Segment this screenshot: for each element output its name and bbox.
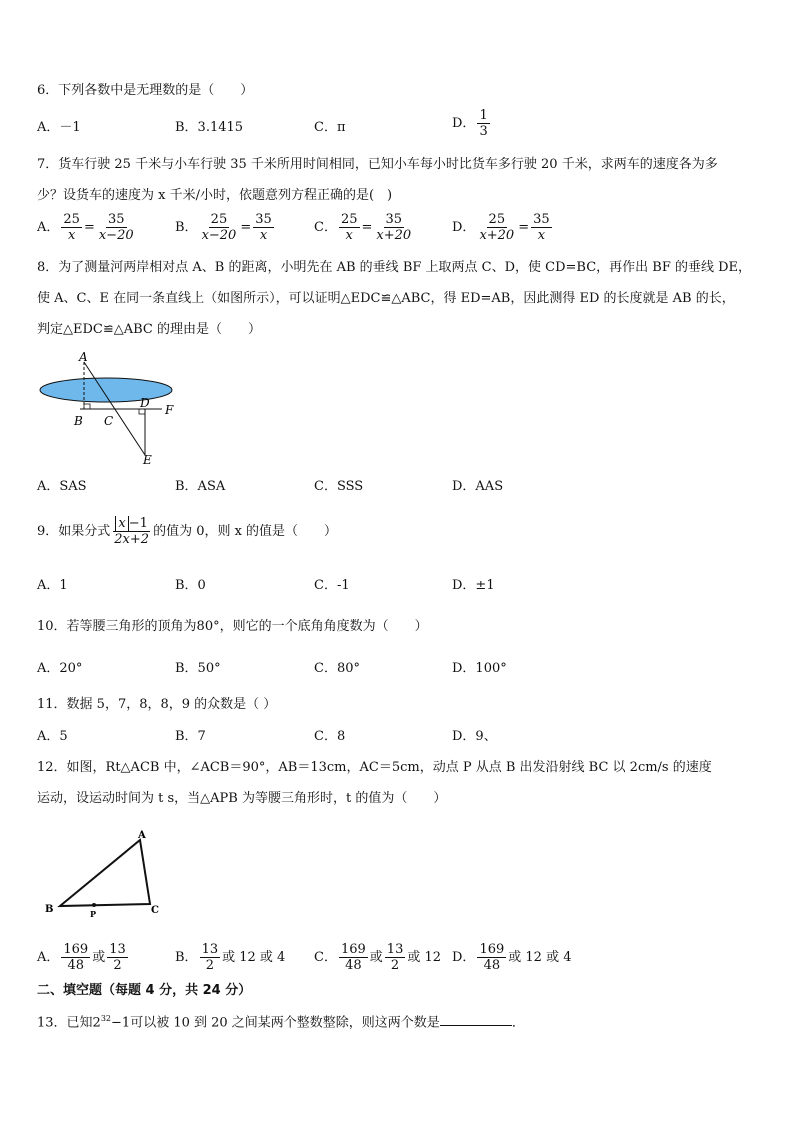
point-d-label: D [140,396,150,410]
label-b: B [45,904,54,915]
label-p: P [90,909,97,919]
q11-option-a: A．5 [37,729,68,744]
q6-option-b: B．3.1415 [175,120,244,135]
point-a-label: A [79,350,88,364]
q12-option-c: C． $\frac{169}{48}$ 或 $\frac{13}{2}$ 或 12 [314,942,442,973]
q12-triangle-figure [40,826,170,922]
q9-stem: 9．如果分式 $\frac{x -1}{2x+2}$ 的值为 0，则 x 的值是（ ） [37,516,338,547]
q12-stem-line2: 运动，设运动时间为 t s，当△APB 为等腰三角形时，t 的值为（ ） [37,791,447,806]
q8-stem-line3: 判定△EDC≌△ABC 的理由是（ ） [37,322,262,337]
section-2-heading: 二、填空题（每题 4 分，共 24 分） [37,983,252,998]
q7-stem-line2: 少？设货车的速度为 x 千米/小时，依题意列方程正确的是( ) [37,188,393,203]
q6-option-d: D． $\frac{1}{3}$ [452,108,488,139]
q6-option-a: A．－1 [37,120,81,135]
q8-option-b: B．ASA [175,479,226,494]
q8-stem-line1: 8．为了测量河两岸相对点 A、B 的距离，小明先在 AB 的垂线 BF 上取两点 C、D，使 CD=BC，再作出 BF 的垂线 DE， [37,260,752,275]
q7-option-d: D． $\frac{25}{x+20}$ = $\frac{35}{x}$ [452,212,550,243]
q11-option-b: B．7 [175,729,206,744]
q13-answer-blank[interactable] [440,1013,512,1026]
q12-stem-line1: 12．如图，Rt△ACB 中，∠ACB＝90°，AB＝13cm，AC＝5cm，动点 P 从点 B 出发沿射线 BC 以 2cm/s 的速度 [37,760,712,775]
q12-option-d: D． $\frac{169}{48}$ 或 12 或 4 [452,942,572,973]
q10-option-d: D．100° [452,661,507,676]
q8-option-a: A．SAS [37,479,87,494]
point-b-label: B [74,414,83,428]
q7-stem-line1: 7．货车行驶 25 千米与小车行驶 35 千米所用时间相同，已知小车每小时比货车多行驶 20 千米，求两车的速度各为多 [37,157,718,172]
triangle-abc [60,840,150,906]
q11-option-c: C．8 [314,729,346,744]
q12-option-a: A． $\frac{169}{48}$ 或 $\frac{13}{2}$ [37,942,126,973]
q8-stem-line2: 使 A、C、E 在同一条直线上（如图所示），可以证明△EDC≌△ABC，得 ED=AB，因此测得 ED 的长度就是 AB 的长， [37,291,735,306]
q6-stem: 6．下列各数中是无理数的是（ ） [37,83,254,98]
q6-option-c: C．π [314,120,346,135]
q9-option-d: D．±1 [452,578,495,593]
point-e-label: E [143,453,152,467]
q13-stem: 13．已知$2^{32}-1$可以被 10 到 20 之间某两个整数整除，则这两个数是 ． [37,1014,525,1031]
q12-option-b: B． $\frac{13}{2}$ 或 12 或 4 [175,942,286,973]
q7-option-b: B． $\frac{25}{x-20}$ = $\frac{35}{x}$ [175,212,272,243]
q10-stem: 10．若等腰三角形的顶角为80°，则它的一个底角角度数为（ ） [37,619,428,634]
q9-option-b: B．0 [175,578,206,593]
point-c-label: C [104,414,114,428]
q11-stem: 11．数据 5，7，8，8，9 的众数是（ ） [37,697,277,712]
q9-option-c: C．-1 [314,578,350,593]
q8-river-figure [30,348,190,470]
q11-option-d: D．9、 [452,729,497,744]
q8-option-d: D．AAS [452,479,504,494]
q10-option-a: A．20° [37,661,83,676]
label-a: A [138,830,146,841]
q10-option-b: B．50° [175,661,221,676]
right-angle-b [84,404,90,409]
q9-option-a: A．1 [37,578,68,593]
q7-option-a: A． $\frac{25}{x}$ = $\frac{35}{x-20}$ [37,212,134,243]
q7-option-c: C． $\frac{25}{x}$ = $\frac{35}{x+20}$ [314,212,412,243]
q10-option-c: C．80° [314,661,360,676]
label-c: C [151,905,159,916]
river-ellipse [40,378,172,402]
point-f-label: F [165,403,174,417]
point-p [92,903,96,907]
q8-option-c: C．SSS [314,479,364,494]
